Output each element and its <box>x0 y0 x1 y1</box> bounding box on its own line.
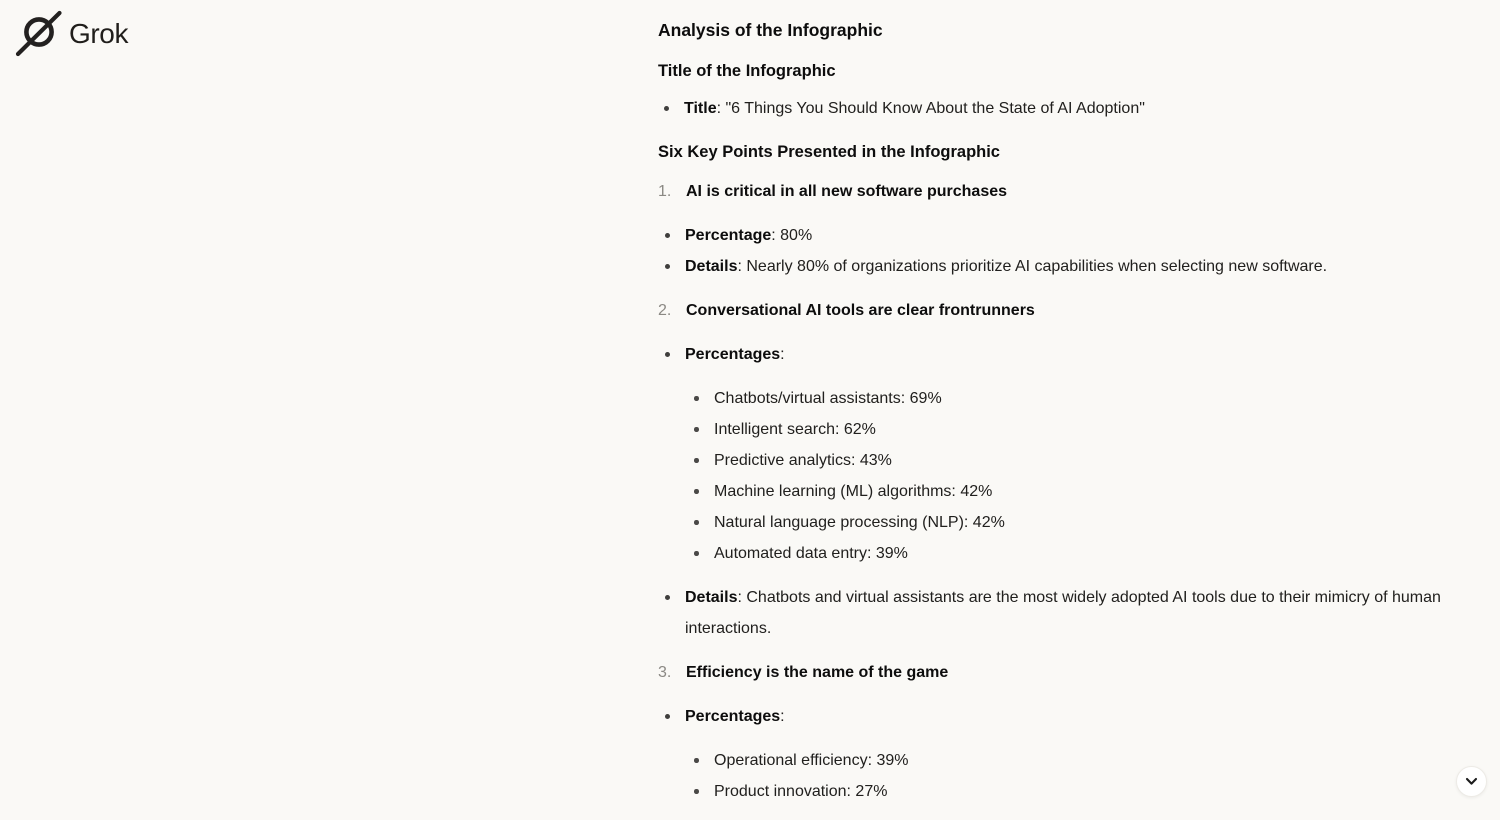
point-number: 3. <box>658 664 672 681</box>
point-2 <box>658 295 1458 644</box>
point-bullets <box>658 339 1458 644</box>
point-head <box>658 176 1458 207</box>
list-item: Intelligent search: 62% <box>685 414 1458 445</box>
bullet-label: Title <box>684 100 717 117</box>
list-item <box>658 93 1458 124</box>
point-title: AI is critical in all new software purchases <box>686 183 1008 200</box>
point-title: Conversational AI tools are clear frontrunners <box>686 302 1035 319</box>
list-item: Natural language processing (NLP): 42% <box>685 507 1458 538</box>
list-item: Operational efficiency: 39% <box>685 745 1458 776</box>
point-title: Efficiency is the name of the game <box>686 664 949 681</box>
chevron-down-icon <box>1464 774 1479 789</box>
point-head <box>658 657 1458 688</box>
section-heading-six-key-points: Six Key Points Presented in the Infographic <box>658 143 1000 161</box>
numbered-points-list <box>658 176 1458 807</box>
scroll-to-bottom-button[interactable] <box>1456 766 1487 797</box>
bullet-label: Percentages <box>685 708 781 725</box>
bullet-text: : Nearly 80% of organizations prioritize AI capabilities when selecting new software. <box>737 258 1328 275</box>
list-item <box>658 251 1458 282</box>
list-item: Machine learning (ML) algorithms: 42% <box>685 476 1458 507</box>
point-bullets <box>658 220 1458 282</box>
list-item <box>658 582 1458 644</box>
bullet-label: Percentages <box>685 346 781 363</box>
brand-header[interactable] <box>14 10 128 58</box>
point-number: 2. <box>658 302 672 319</box>
percentage-sub-list <box>685 745 1458 807</box>
percentage-sub-list <box>685 383 1458 569</box>
bullet-label: Percentage <box>685 227 772 244</box>
message-title: Analysis of the Infographic <box>658 20 883 40</box>
point-head <box>658 295 1458 326</box>
assistant-message <box>658 0 1458 820</box>
bullet-text: : Chatbots and virtual assistants are the most widely adopted AI tools due to their mimicry of human interactions. <box>685 589 1441 637</box>
list-item <box>658 339 1458 569</box>
bullet-text: : 80% <box>771 227 813 244</box>
point-bullets <box>658 701 1458 807</box>
section-heading-title-of-infographic: Title of the Infographic <box>658 62 836 80</box>
brand-name: Grok <box>69 18 129 49</box>
list-item: Predictive analytics: 43% <box>685 445 1458 476</box>
list-item <box>658 701 1458 807</box>
title-bullet-list <box>658 93 1458 124</box>
list-item: Automated data entry: 39% <box>685 538 1458 569</box>
point-number: 1. <box>658 183 672 200</box>
list-item: Chatbots/virtual assistants: 69% <box>685 383 1458 414</box>
bullet-text: : <box>780 346 785 363</box>
bullet-label: Details <box>685 589 738 606</box>
bullet-text: : "6 Things You Should Know About the State of AI Adoption" <box>716 100 1145 117</box>
list-item: Product innovation: 27% <box>685 776 1458 807</box>
grok-logo-icon <box>14 10 62 58</box>
bullet-text: : <box>780 708 785 725</box>
point-3 <box>658 657 1458 807</box>
bullet-label: Details <box>685 258 738 275</box>
list-item <box>658 220 1458 251</box>
point-1 <box>658 176 1458 282</box>
